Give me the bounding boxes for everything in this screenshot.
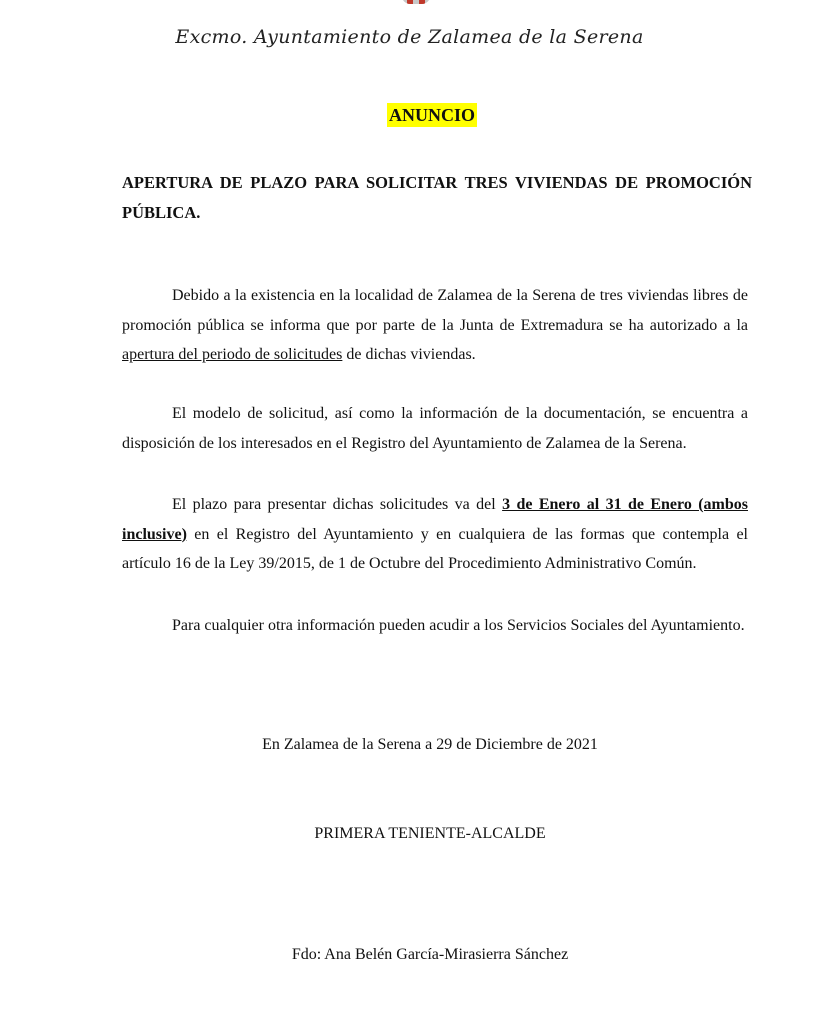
deadline-dates: 3 de Enero al 31 de Enero (ambos inclusive) bbox=[122, 496, 748, 543]
signatory-role: PRIMERA TENIENTE-ALCALDE bbox=[314, 825, 546, 842]
underlined-phrase: apertura del periodo de solicitudes bbox=[122, 346, 343, 363]
date-line: En Zalamea de la Serena a 29 de Diciembre de 2021 bbox=[262, 736, 598, 753]
institution-header: Excmo. Ayuntamiento de Zalamea de la Serena bbox=[175, 26, 644, 48]
document-title: ANUNCIO bbox=[389, 105, 476, 125]
paragraph-deadline bbox=[122, 490, 748, 579]
paragraph-text: El modelo de solicitud, así como la información de la documentación, se encuentra a disposición de los interesados en el Registro del Ayuntamiento de Zalamea de la Serena. bbox=[122, 405, 748, 452]
signature-line: Fdo: Ana Belén García-Mirasierra Sánchez bbox=[291, 946, 569, 963]
paragraph-more-info bbox=[122, 611, 748, 641]
paragraph-text: Para cualquier otra información pueden acudir a los Servicios Sociales del Ayuntamiento. bbox=[172, 617, 745, 634]
paragraph-vacant-housing bbox=[122, 281, 748, 370]
paragraph-application-form bbox=[122, 399, 748, 458]
announcement-subject: APERTURA DE PLAZO PARA SOLICITAR TRES VIVIENDAS DE PROMOCIÓN PÚBLICA. bbox=[122, 173, 752, 222]
paragraph-text: Debido a la existencia en la localidad de Zalamea de la Serena de tres viviendas libres de promoción pública se informa que por parte de la Junta de Extremadura se ha autorizado a la bbox=[122, 287, 748, 334]
paragraph-text: de dichas viviendas. bbox=[342, 346, 476, 363]
paragraph-text: en el Registro del Ayuntamiento y en cualquiera de las formas que contempla el artículo 16 de la Ley 39/2015, de 1 de Octubre del Procedimiento Administrativo Común. bbox=[122, 525, 748, 572]
paragraph-text: El plazo para presentar dichas solicitudes va del bbox=[172, 496, 503, 513]
coat-of-arms-fragment bbox=[402, 0, 430, 4]
